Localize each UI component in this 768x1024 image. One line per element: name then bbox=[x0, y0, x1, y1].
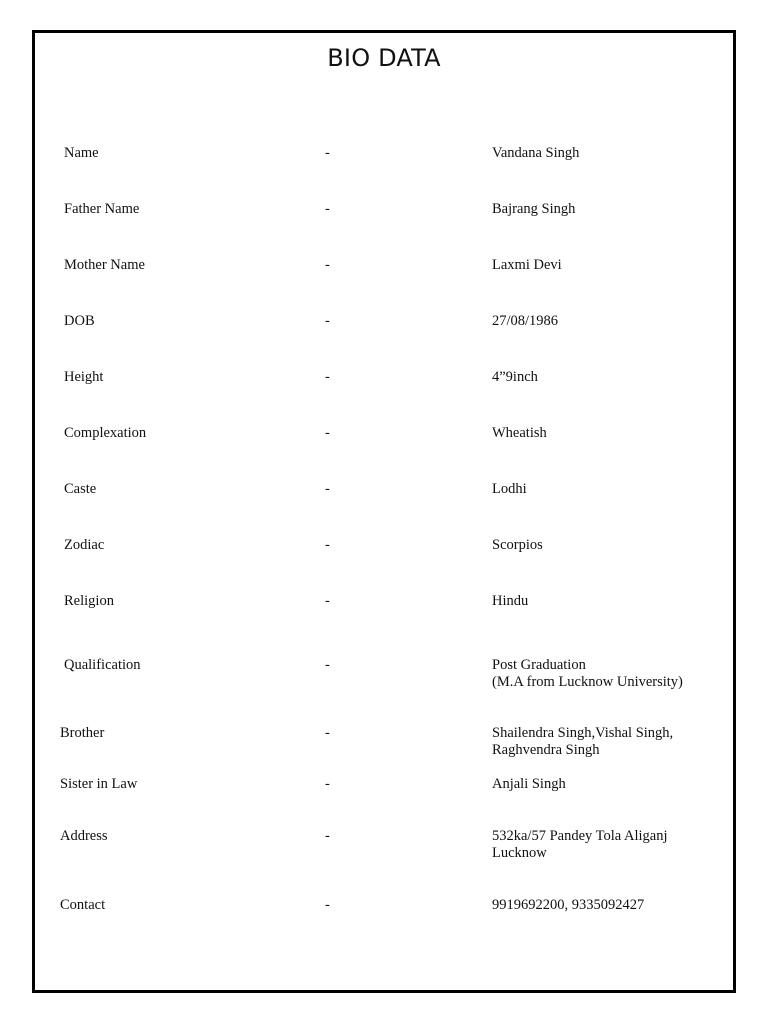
row-separator: - bbox=[325, 725, 330, 741]
page-title: BIO DATA bbox=[327, 44, 441, 72]
row-value: 9919692200, 9335092427 bbox=[492, 897, 645, 913]
row-value: Shailendra Singh,Vishal Singh, bbox=[492, 725, 674, 741]
row-separator: - bbox=[325, 145, 330, 161]
row-value: Scorpios bbox=[492, 537, 543, 553]
row-label: Sister in Law bbox=[60, 776, 138, 792]
row-separator: - bbox=[325, 481, 330, 497]
page-border bbox=[32, 30, 736, 993]
row-separator: - bbox=[325, 593, 330, 609]
row-value: Hindu bbox=[492, 593, 529, 609]
row-label: Zodiac bbox=[64, 537, 105, 553]
row-label: Mother Name bbox=[64, 257, 145, 273]
row-label: Qualification bbox=[64, 657, 141, 673]
row-separator: - bbox=[325, 537, 330, 553]
row-value-line2: Raghvendra Singh bbox=[492, 742, 600, 758]
row-value: 532ka/57 Pandey Tola Aliganj bbox=[492, 828, 668, 844]
row-label: Name bbox=[64, 145, 99, 161]
row-separator: - bbox=[325, 257, 330, 273]
row-value-line2: Lucknow bbox=[492, 845, 547, 861]
row-label: Caste bbox=[64, 481, 97, 497]
row-separator: - bbox=[325, 897, 330, 913]
row-label: Brother bbox=[60, 725, 105, 741]
row-label: Address bbox=[60, 828, 108, 844]
row-value: Laxmi Devi bbox=[492, 257, 562, 273]
row-separator: - bbox=[325, 369, 330, 385]
row-value: 4”9inch bbox=[492, 369, 538, 385]
row-separator: - bbox=[325, 657, 330, 673]
row-value-line2: (M.A from Lucknow University) bbox=[492, 674, 683, 690]
row-value: Post Graduation bbox=[492, 657, 586, 673]
page-border-bottom-line bbox=[32, 991, 736, 992]
row-label: Height bbox=[64, 369, 104, 385]
row-value: Wheatish bbox=[492, 425, 547, 441]
row-separator: - bbox=[325, 776, 330, 792]
row-separator: - bbox=[325, 313, 330, 329]
row-label: Father Name bbox=[64, 201, 140, 217]
row-separator: - bbox=[325, 201, 330, 217]
row-label: Religion bbox=[64, 593, 114, 609]
row-value: Anjali Singh bbox=[492, 776, 566, 792]
row-separator: - bbox=[325, 425, 330, 441]
row-separator: - bbox=[325, 828, 330, 844]
row-value: Bajrang Singh bbox=[492, 201, 576, 217]
row-value: Vandana Singh bbox=[492, 145, 580, 161]
row-value: 27/08/1986 bbox=[492, 313, 559, 329]
row-label: Complexation bbox=[64, 425, 147, 441]
row-value: Lodhi bbox=[492, 481, 527, 497]
row-label: DOB bbox=[64, 313, 95, 329]
row-label: Contact bbox=[60, 897, 106, 913]
